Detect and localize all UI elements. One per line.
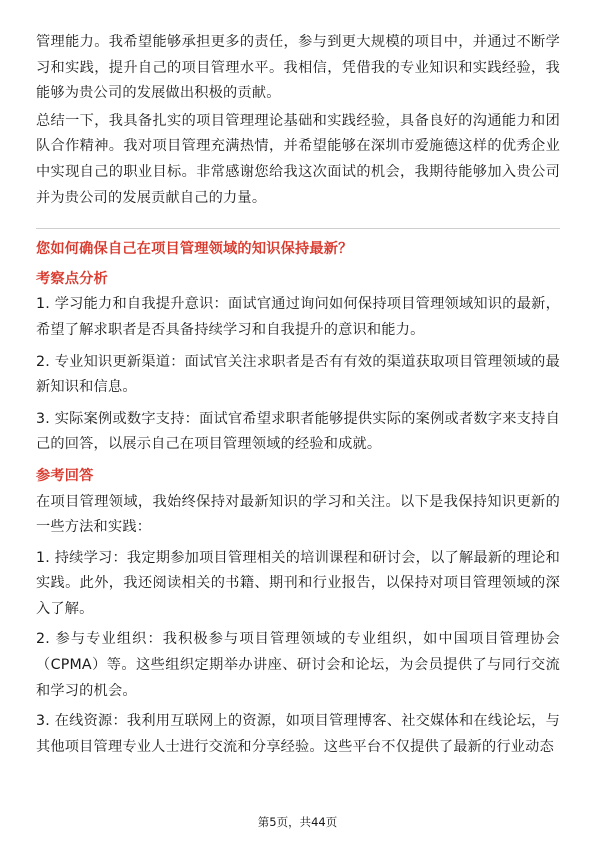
page-number: 第5页，共44页 [257,815,338,829]
analysis-item: 2. 专业知识更新渠道：面试官关注求职者是否有有效的渠道获取项目管理领域的最新知识和信息。 [36,353,560,396]
answer-paragraph: 1. 持续学习：我定期参加项目管理相关的培训课程和研讨会，以了解最新的理论和实践。此外，我还阅读相关的书籍、期刊和行业报告，以保持对项目管理领域的深入了解。 [36,549,560,617]
interview-question: 您如何确保自己在项目管理领域的知识保持最新？ [36,241,353,258]
analysis-item: 1. 学习能力和自我提升意识：面试官通过询问如何保持项目管理领域知识的最新，希望了解求职者是否具备持续学习和自我提升的意识和能力。 [36,296,560,338]
document-page [36,30,560,765]
analysis-heading: 考察点分析 [36,270,108,287]
answer-paragraph: 2. 参与专业组织：我积极参与项目管理领域的专业组织，如中国项目管理协会（CPMA）等。这些组织定期举办讲座、研讨会和论坛，为会员提供了与同行交流和学习的机会。 [36,631,560,699]
answer-section [36,490,560,761]
section-divider [36,228,560,229]
analysis-item: 3. 实际案例或数字支持：面试官希望求职者能够提供实际的案例或者数字来支持自己的回答，以展示自己在项目管理领域的经验和成就。 [36,410,560,453]
intro-paragraph: 管理能力。我希望能够承担更多的责任，参与到更大规模的项目中，并通过不断学习和实践，提升自己的项目管理水平。我相信，凭借我的专业知识和实践经验，我能够为贵公司的发展做出积极的贡献。 [36,34,560,102]
answer-paragraph: 3. 在线资源：我利用互联网上的资源，如项目管理博客、社交媒体和在线论坛，与其他项目管理专业人士进行交流和分享经验。这些平台不仅提供了最新的行业动态 [36,713,560,755]
intro-paragraph: 总结一下，我具备扎实的项目管理理论基础和实践经验，具备良好的沟通能力和团队合作精神。我对项目管理充满热情，并希望能够在深圳市爱施德这样的优秀企业中实现自己的职业目标。非常感谢您给我这次面试的机会，我期待能够加入贵公司并为贵公司的发展贡献自己的力量。 [36,112,560,206]
analysis-list [36,292,560,458]
answer-heading: 参考回答 [36,467,94,484]
answer-paragraph: 在项目管理领域，我始终保持对最新知识的学习和关注。以下是我保持知识更新的一些方法和实践： [36,493,560,536]
intro-section [36,30,560,211]
